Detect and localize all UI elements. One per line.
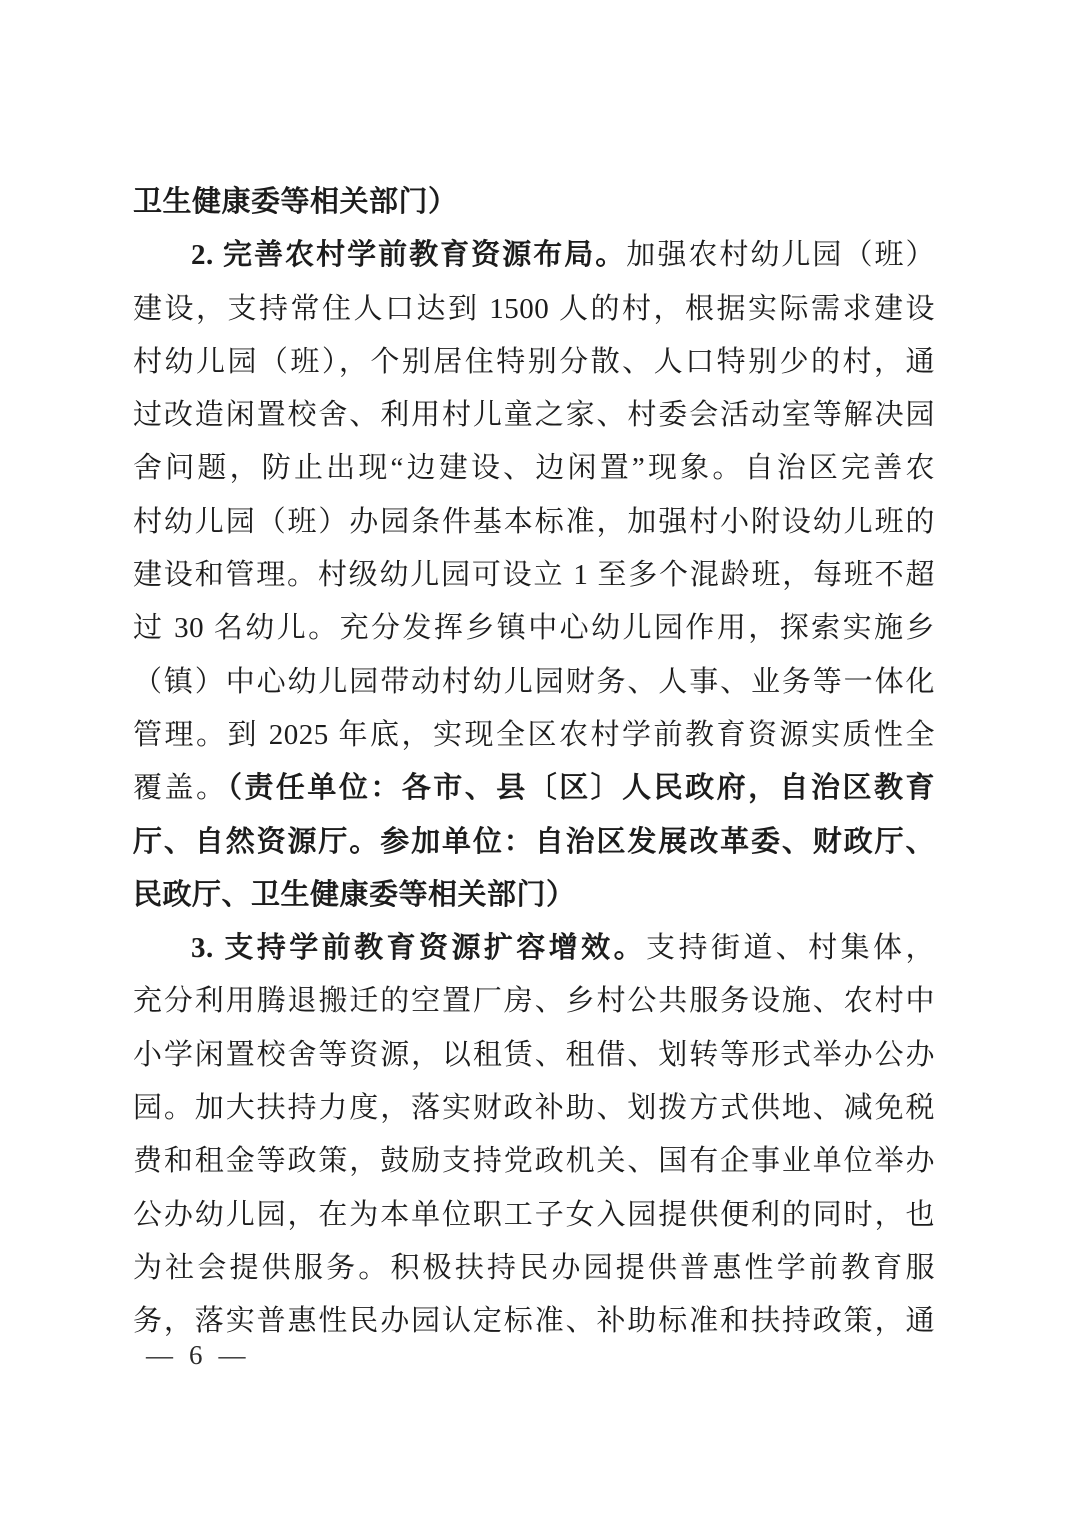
text-line xyxy=(133,656,935,709)
text-segment: 费和租金等政策，鼓励支持党政机关、国有企事业单位举办 xyxy=(133,1145,935,1178)
text-line xyxy=(133,229,935,282)
text-segment: 支持街道、村集体， xyxy=(646,932,935,965)
text-segment: 建设和管理。村级幼儿园可设立 1 至多个混龄班，每班不超 xyxy=(133,559,935,592)
footer-left-dash: — xyxy=(146,1340,173,1370)
text-line xyxy=(133,442,935,495)
text-line xyxy=(133,549,935,602)
footer-right-dash: — xyxy=(218,1340,246,1370)
text-segment: 小学闲置校舍等资源，以租赁、租借、划转等形式举办公办 xyxy=(133,1038,935,1071)
text-segment: 充分利用腾退搬迁的空置厂房、乡村公共服务设施、农村中 xyxy=(133,985,935,1018)
text-line xyxy=(133,762,935,815)
text-line xyxy=(133,816,935,869)
text-segment: 建设，支持常住人口达到 1500 人的村，根据实际需求建设 xyxy=(133,292,935,325)
text-segment: 村幼儿园（班），个别居住特别分散、人口特别少的村，通 xyxy=(133,345,935,378)
text-line xyxy=(133,283,935,336)
page-footer xyxy=(146,1340,246,1370)
text-segment: 管理。到 2025 年底，实现全区农村学前教育资源实质性全 xyxy=(133,718,935,751)
text-segment: 村幼儿园（班）办园条件基本标准，加强村小附设幼儿班的 xyxy=(133,505,935,538)
text-line xyxy=(133,922,935,975)
text-line xyxy=(133,1242,935,1295)
text-segment: 园。加大扶持力度，落实财政补助、划拨方式供地、减免税 xyxy=(133,1092,935,1125)
text-line xyxy=(133,176,935,229)
bold-text-segment: 2. 完善农村学前教育资源布局。 xyxy=(191,239,627,272)
text-segment: （镇）中心幼儿园带动村幼儿园财务、人事、业务等一体化 xyxy=(133,665,935,698)
text-segment: 公办幼儿园，在为本单位职工子女入园提供便利的同时，也 xyxy=(133,1198,935,1231)
text-line xyxy=(133,1029,935,1082)
bold-text-segment: 民政厅、卫生健康委等相关部门） xyxy=(133,878,576,911)
text-line xyxy=(133,1082,935,1135)
text-segment: 务，落实普惠性民办园认定标准、补助标准和扶持政策，通 xyxy=(133,1305,935,1338)
bold-text-segment: 3. 支持学前教育资源扩容增效。 xyxy=(191,932,647,965)
text-line xyxy=(133,1189,935,1242)
bold-text-segment: 厅、自然资源厅。参加单位：自治区发展改革委、财政厅、 xyxy=(133,825,935,858)
text-line xyxy=(133,389,935,442)
bold-text-segment: 卫生健康委等相关部门） xyxy=(133,186,458,218)
text-line xyxy=(133,1135,935,1188)
text-line xyxy=(133,975,935,1028)
text-segment: 过改造闲置校舍、利用村儿童之家、村委会活动室等解决园 xyxy=(133,399,935,432)
text-line xyxy=(133,709,935,762)
bold-text-segment: （责任单位：各市、县〔区〕人民政府，自治区教育 xyxy=(227,772,935,805)
text-line xyxy=(133,336,935,389)
text-segment: 为社会提供服务。积极扶持民办园提供普惠性学前教育服 xyxy=(133,1251,935,1284)
text-segment: 加强农村幼儿园（班） xyxy=(626,239,935,272)
footer-page-number: 6 xyxy=(189,1340,203,1370)
text-line xyxy=(133,869,935,922)
text-segment: 过 30 名幼儿。充分发挥乡镇中心幼儿园作用，探索实施乡 xyxy=(133,612,935,645)
text-line xyxy=(133,496,935,549)
text-line xyxy=(133,1295,935,1348)
text-line xyxy=(133,602,935,655)
text-block xyxy=(133,176,935,1349)
text-segment: 覆盖。 xyxy=(133,772,228,805)
text-segment: 舍问题，防止出现“边建设、边闲置”现象。自治区完善农 xyxy=(133,452,935,485)
